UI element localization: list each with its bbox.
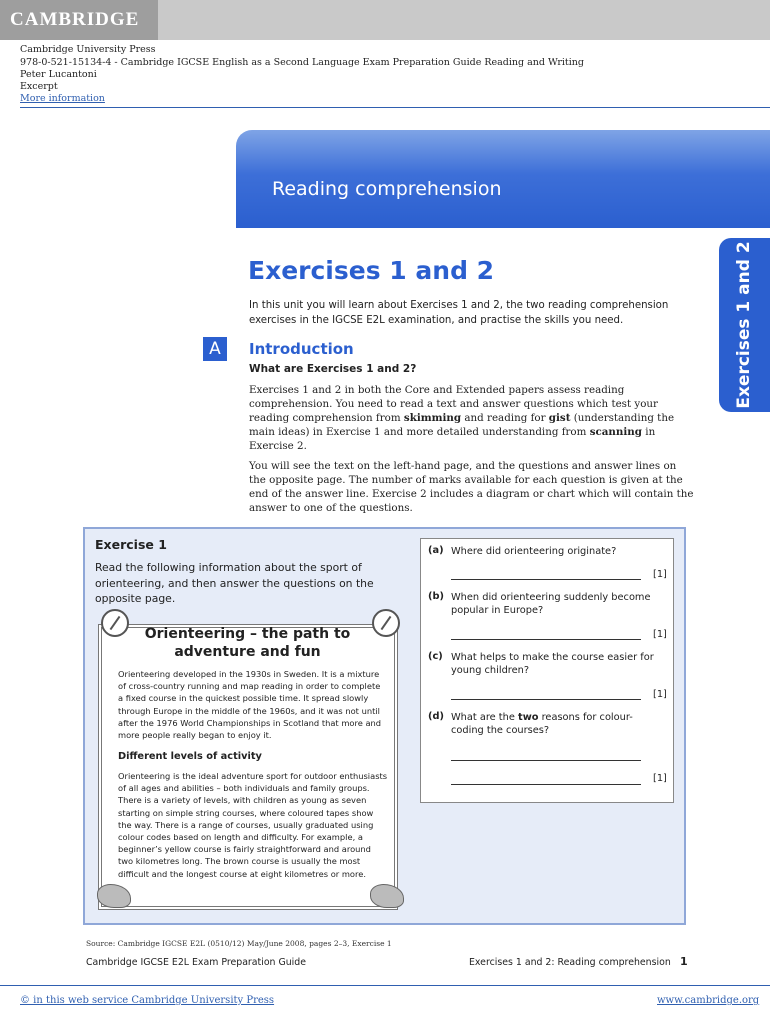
- question-mark: [1]: [653, 629, 667, 640]
- footer-book-title: Cambridge IGCSE E2L Exam Preparation Guide: [86, 957, 307, 968]
- lead-paragraph: In this unit you will learn about Exercises 1 and 2, the two reading comprehension exercises in the IGCSE E2L examination, and practise the skills you need.: [249, 300, 669, 326]
- source-note: Source: Cambridge IGCSE E2L (0510/12) May/June 2008, pages 2–3, Exercise 1: [86, 939, 392, 948]
- more-information-link[interactable]: More information: [20, 93, 105, 104]
- section-letter: A: [203, 337, 227, 361]
- question-text: When did orienteering suddenly become popular in Europe?: [451, 592, 651, 616]
- question-label: (a): [428, 545, 444, 556]
- page-number: 1: [680, 955, 688, 968]
- header-divider: [20, 107, 770, 108]
- page-title: Exercises 1 and 2: [248, 256, 495, 285]
- question-label: (b): [428, 591, 444, 602]
- answer-line[interactable]: [451, 784, 641, 785]
- question-mark: [1]: [653, 689, 667, 700]
- article-heading: Different levels of activity: [118, 751, 262, 762]
- question-text: Where did orienteering originate?: [451, 546, 617, 557]
- compass-icon: [372, 609, 400, 637]
- answer-line[interactable]: [451, 579, 641, 580]
- logo-text: CAMBRIDGE: [10, 9, 140, 30]
- intro-paragraph-2: You will see the text on the left-hand page, and the questions and answer lines on the opposite page. The number of marks available for each question is given at the end of the answer line. Exercise 2 includes a diagram or chart which will contain the answer to one of the questions.: [249, 460, 694, 514]
- excerpt-label: Excerpt: [20, 81, 58, 92]
- bottom-divider: [0, 985, 770, 986]
- question-mark: [1]: [653, 569, 667, 580]
- intro-paragraph-1: Exercises 1 and 2 in both the Core and Extended papers assess reading comprehension. You need to read a text and answer questions which test your reading comprehension from skimming and reading for gist (understanding the main ideas) in Exercise 1 and more detailed understanding from scanning in Exercise 2.: [249, 384, 675, 452]
- answer-line[interactable]: [451, 760, 641, 761]
- isbn-title: 978-0-521-15134-4 - Cambridge IGCSE English as a Second Language Exam Preparation Guide Reading and Writing: [20, 57, 584, 68]
- exercise-title: Exercise 1: [95, 537, 167, 552]
- article-paragraph-2: Orienteering is the ideal adventure sport for outdoor enthusiasts of all ages and abilities – both individuals and family groups. There is a variety of levels, with children as young as seven starting on simple string courses, where coloured tapes show the way. There is a range of courses, usually graduated using colour codes based on length and difficulty. For example, a beginner’s yellow course is fairly straightforward and around two kilometres long. The brown course is usually the most difficult and the longest course at eight kilometres or more.: [118, 771, 388, 879]
- footer-chapter: Exercises 1 and 2: Reading comprehension: [469, 957, 671, 968]
- copyright-link[interactable]: © in this web service Cambridge University Press: [20, 995, 275, 1006]
- chapter-title: Reading comprehension: [272, 178, 502, 200]
- question-label: (c): [428, 651, 443, 662]
- compass-icon: [101, 609, 129, 637]
- answer-line[interactable]: [451, 699, 641, 700]
- article-paragraph-1: Orienteering developed in the 1930s in Sweden. It is a mixture of cross-country running and map reading in order to complete a fixed course in the quickest possible time. It spread slowly through Europe in the middle of the 1960s, and it was not until after the 1976 World Championships in Scotland that more and more people really began to enjoy it.: [118, 669, 382, 741]
- author: Peter Lucantoni: [20, 69, 97, 80]
- exercise-instructions: Read the following information about the sport of orienteering, and then answer the questions on the opposite page.: [95, 561, 374, 605]
- section-subheading: What are Exercises 1 and 2?: [249, 363, 417, 375]
- question-label: (d): [428, 711, 444, 722]
- question-mark: [1]: [653, 773, 667, 784]
- question-text: What are the two reasons for colour-coding the courses?: [451, 712, 633, 736]
- question-text: What helps to make the course easier for young children?: [451, 652, 654, 676]
- answer-line[interactable]: [451, 639, 641, 640]
- cambridge-website-link[interactable]: www.cambridge.org: [657, 995, 760, 1006]
- side-tab: [719, 238, 770, 412]
- side-tab-label: Exercises 1 and 2: [734, 241, 754, 409]
- publisher: Cambridge University Press: [20, 44, 156, 55]
- section-title: Introduction: [249, 340, 354, 358]
- article-title: Orienteering – the path to adventure and fun: [144, 626, 351, 660]
